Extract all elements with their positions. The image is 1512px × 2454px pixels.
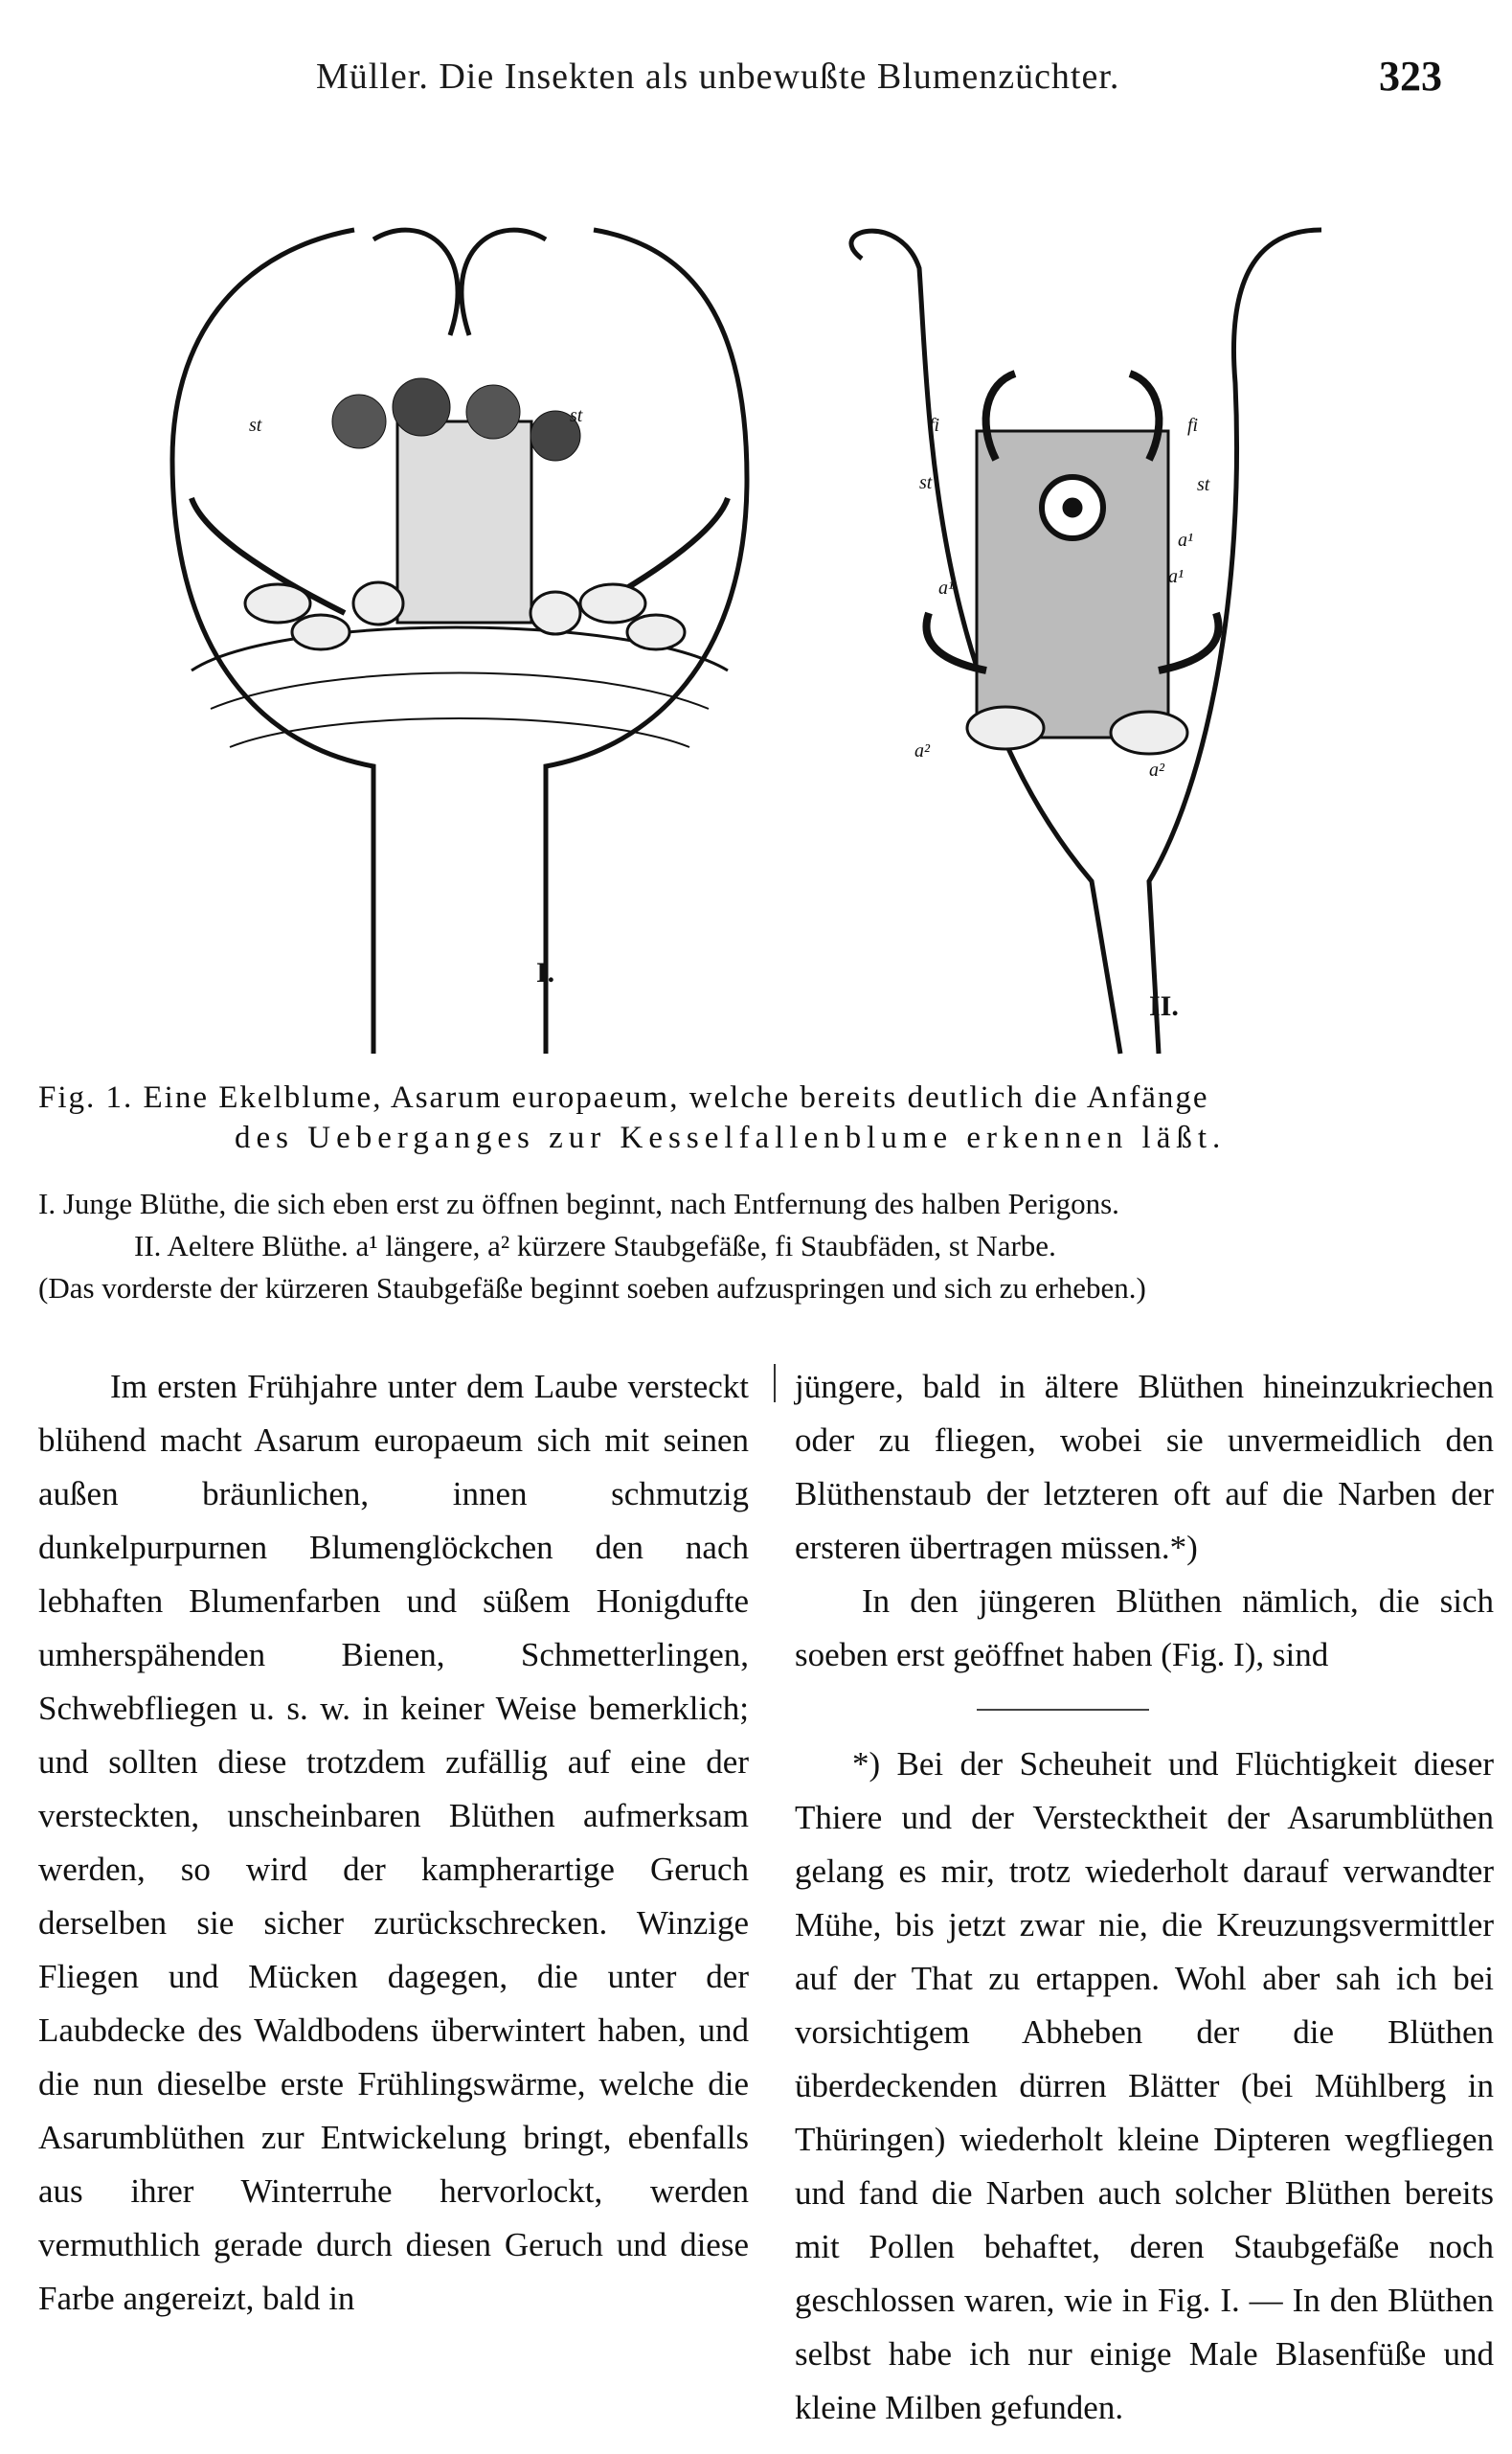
caption-line-1: Fig. 1. Eine Ekelblume, Asarum europaeum, welche bereits deutlich die Anfänge [38,1080,1209,1115]
annotation-st-3: st [919,472,933,493]
figure-two-flower-drawing [851,230,1321,1054]
body-columns [38,1360,1494,2433]
caption-line-2: des Ueberganges zur Kesselfallenblume erkennen läßt. [235,1121,1227,1155]
annotation-a2-2: a² [1149,760,1164,781]
legend-line-2: II. Aeltere Blüthe. a¹ längere, a² kürzere Staubgefäße, fi Staubfäden, st Narbe. [134,1229,1056,1262]
annotation-a1-2: a¹ [1178,530,1193,551]
figure-caption [38,1078,1456,1309]
annotation-st-2: st [570,405,583,426]
right-paragraph-1: jüngere, bald in ältere Blüthen hineinzukriechen oder zu fliegen, wobei sie unvermeidlich den Blüthenstaub der letzteren oft auf die Narben der ersteren übertragen müssen.*) [795,1368,1494,1566]
figure-label-two: II. [1149,990,1179,1022]
page-header [0,48,1512,115]
caption-legend [38,1183,1456,1309]
annotation-st-4: st [1197,474,1210,495]
right-paragraph-2: In den jüngeren Blüthen nämlich, die sich soeben erst geöffnet haben (Fig. I), sind [795,1582,1494,1673]
flower-engraving [134,211,1398,1063]
annotation-fi-1: fi [929,415,940,436]
annotation-a2-1: a² [914,740,930,761]
column-divider [774,1364,776,1402]
annotation-st-1: st [249,415,262,436]
left-column-paragraph: Im ersten Frühjahre unter dem Laube versteckt blühend macht Asarum europaeum sich mit seinen außen bräunlichen, innen schmutzig dunkelpurpurnen Blumenglöckchen den nach lebhaften Blumenfarben und süßem Honigdufte umherspähenden Bienen, Schmetterlingen, Schwebfliegen u. s. w. in keiner Weise bemerklich; und sollten diese trotzdem zufällig auf eine der versteckten, unscheinbaren Blüthen aufmerksam werden, so wird der kampherartige Geruch derselben sie sicher zurückschrecken. Winzige Fliegen und Mücken dagegen, die unter der Laubdecke des Waldbodens überwintert haben, und die nun dieselbe erste Frühlingswärme, welche die Asarumblüthen zur Entwickelung bringt, ebenfalls aus ihrer Winterruhe hervorlockt, werden vermuthlich gerade durch diesen Geruch und diese Farbe angereizt, bald in [38,1368,749,2317]
annotation-a1-3: a¹ [1168,566,1184,587]
legend-line-1: I. Junge Blüthe, die sich eben erst zu öffnen beginnt, nach Entfernung des halben Perigons. [38,1187,1119,1220]
running-title: Müller. Die Insekten als unbewußte Blumenzüchter. [316,57,1120,97]
figure-label-one: I. [536,957,555,988]
legend-line-3: (Das vorderste der kürzeren Staubgefäße beginnt soeben aufzuspringen und sich zu erheben.) [38,1271,1146,1305]
footnote: *) Bei der Scheuheit und Flüchtigkeit dieser Thiere und der Verstecktheit der Asarumblüthen gelang es mir, trotz wiederholt darauf verwandter Mühe, bis jetzt zwar nie, die Kreuzungsvermittler auf der That zu ertappen. Wohl aber sah ich bei vorsichtigem Abheben der die Blüthen überdeckenden dürren Blätter (bei Mühlberg in Thüringen) wiederholt kleine Dipteren wegfliegen und fand die Narben auch solcher Blüthen bereits mit Pollen behaftet, deren Staubgefäße noch geschlossen waren, wie in Fig. I. — In den Blüthen selbst habe ich nur einige Male Blasenfüße und kleine Milben gefunden. [795,1745,1494,2426]
annotation-fi-2: fi [1187,415,1199,436]
annotation-a1-1: a¹ [938,578,954,599]
figure-one-flower-drawing [172,230,747,1054]
figure-illustration [134,211,1398,1063]
page-number: 323 [1379,53,1442,100]
right-column [795,1360,1494,2435]
footnote-rule [977,1709,1149,1711]
